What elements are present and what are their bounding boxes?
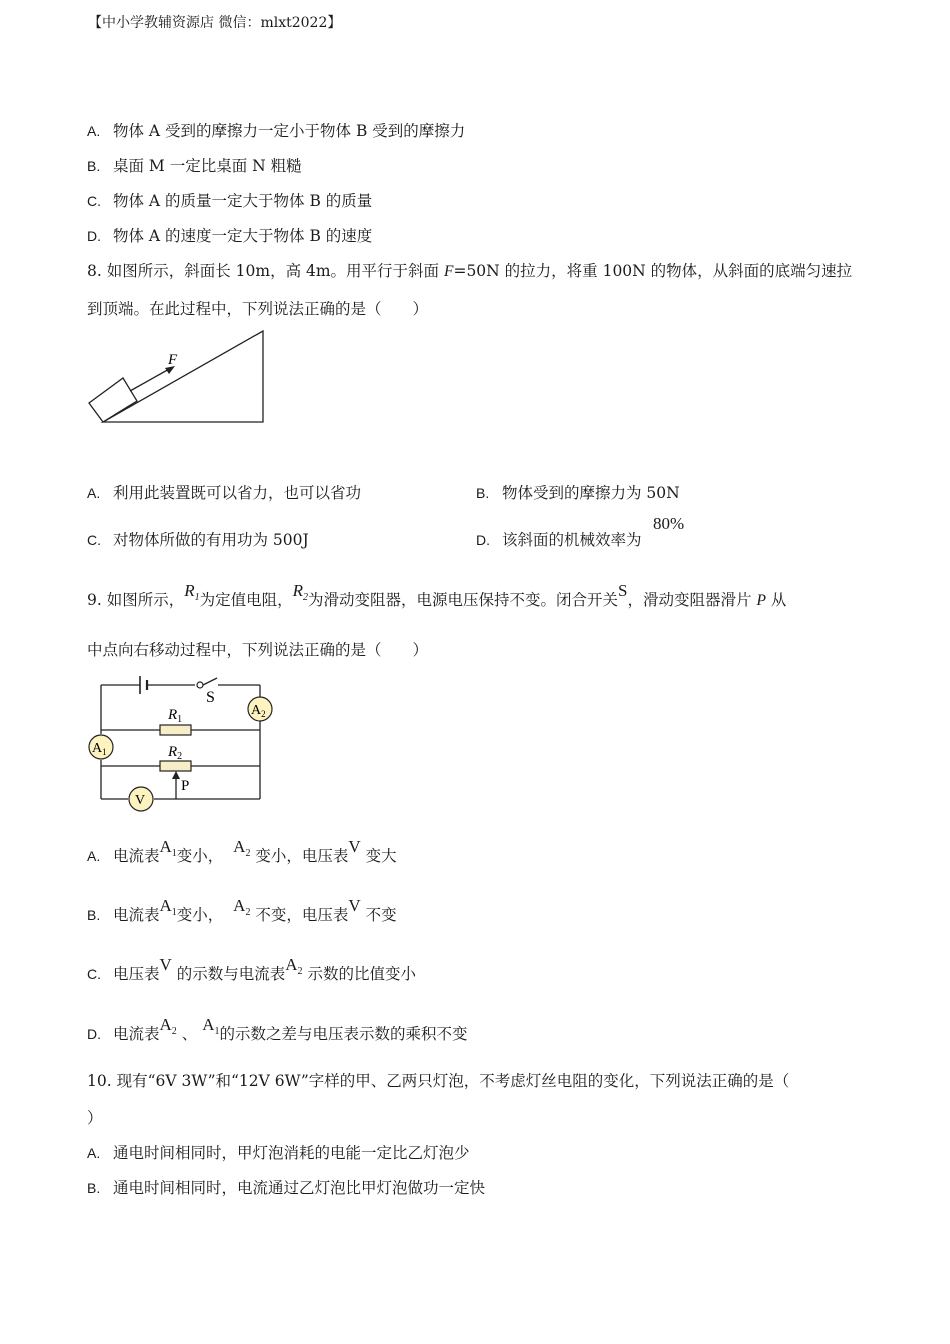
option-text: 的示数与电流表 <box>176 965 286 983</box>
q8-stem-line1 <box>87 259 852 281</box>
option-text: 变小， <box>176 847 224 865</box>
q8-option-d[interactable] <box>476 528 642 550</box>
page-header: 【中小学教辅资源店 微信：mlxt2022】 <box>88 15 342 31</box>
r1-label: $R_1$ <box>168 707 183 725</box>
r2-symbol: $R_2$ <box>292 581 309 603</box>
q9-option-a[interactable] <box>87 837 397 868</box>
slider-symbol: P <box>756 592 766 609</box>
option-label: A. <box>87 485 101 501</box>
q8-option-c[interactable] <box>87 528 309 550</box>
meter-symbol: $A_2$ <box>285 955 303 977</box>
q8-text-b: =50N 的拉力，将重 100N 的物体，从斜面的底端匀速拉 <box>453 262 853 280</box>
q10-stem-line2: ） <box>87 1109 103 1127</box>
q9-text: 从 <box>765 591 787 609</box>
option-text: 电流表 <box>113 906 160 924</box>
a1-label: $A_1$ <box>92 741 107 757</box>
q9-text: ，滑动变阻器滑片 <box>627 591 757 609</box>
q8-option-a[interactable] <box>87 481 361 503</box>
q9-text: 为滑动变阻器，电源电压保持不变。闭合开关 <box>308 591 619 609</box>
q9-text: 为定值电阻， <box>199 591 293 609</box>
block <box>89 378 137 422</box>
switch-contact <box>197 682 203 688</box>
option-label: C. <box>87 966 101 982</box>
option-text: 变小， <box>176 906 224 924</box>
q10-stem-line1: 10. 现有“6V 3W”和“12V 6W”字样的甲、乙两只灯泡，不考虑灯丝电阻的变化，下列说法正确的是（ <box>87 1072 790 1090</box>
a2-label: $A_2$ <box>251 703 266 719</box>
slider-label: P <box>181 778 190 794</box>
option-label: B. <box>87 158 101 174</box>
r2-resistor <box>160 761 191 771</box>
option-label: A. <box>87 1145 101 1161</box>
option-text: 通电时间相同时，电流通过乙灯泡比甲灯泡做功一定快 <box>113 1179 486 1197</box>
option-text: 该斜面的机械效率为 <box>502 531 642 549</box>
switch-label: S <box>206 689 215 706</box>
option-text: 物体 A 的速度一定大于物体 B 的速度 <box>113 227 373 245</box>
meter-symbol: $A_1$ <box>159 837 177 859</box>
efficiency-value: 80% <box>653 514 685 533</box>
q9-stem-line2: 中点向右移动过程中，下列说法正确的是（ ） <box>87 641 429 659</box>
option-text: 物体 A 的质量一定大于物体 B 的质量 <box>113 192 373 210</box>
q8-stem-line2: 到顶端。在此过程中，下列说法正确的是（ ） <box>87 300 429 318</box>
option-text: 电流表 <box>113 1025 160 1043</box>
circuit-figure <box>85 670 285 815</box>
q9-option-c[interactable] <box>87 955 416 986</box>
option-label: D. <box>476 532 490 548</box>
option-text: 利用此装置既可以省力，也可以省功 <box>113 484 362 502</box>
option-text: 物体 A 受到的摩擦力一定小于物体 B 受到的摩擦力 <box>113 122 466 140</box>
option-text: 电压表 <box>113 965 160 983</box>
meter-symbol: $A_2$ <box>233 837 251 859</box>
option-text: 电流表 <box>113 847 160 865</box>
option-text: 示数的比值变小 <box>307 965 416 983</box>
option-label: B. <box>476 485 490 501</box>
option-text: 通电时间相同时，甲灯泡消耗的电能一定比乙灯泡少 <box>113 1144 470 1162</box>
slider-arrow <box>172 771 180 779</box>
q10-option-b[interactable] <box>87 1176 485 1198</box>
q9-stem-line1 <box>87 581 787 612</box>
option-label: D. <box>87 228 101 244</box>
q9-text: 9. 如图所示， <box>87 591 185 609</box>
option-label: D. <box>87 1026 101 1042</box>
force-symbol: F <box>443 263 454 280</box>
q7-option-c[interactable] <box>87 189 372 211</box>
option-label: A. <box>87 848 101 864</box>
option-text: 物体受到的摩擦力为 50N <box>502 484 680 502</box>
option-text: 变大 <box>365 847 397 865</box>
q8-text-a: 8. 如图所示，斜面长 10m，高 4m。用平行于斜面 <box>87 262 444 280</box>
option-text: 变小，电压表 <box>255 847 349 865</box>
option-label: C. <box>87 193 101 209</box>
incline-figure <box>85 325 270 430</box>
option-text: 不变 <box>365 906 397 924</box>
v-label: V <box>135 793 146 808</box>
q9-option-d[interactable] <box>87 1015 468 1046</box>
r1-symbol: $R_1$ <box>184 581 200 603</box>
q7-option-a[interactable] <box>87 119 465 141</box>
meter-symbol: $A_1$ <box>202 1015 220 1037</box>
option-text: 对物体所做的有用功为 500J <box>113 531 309 549</box>
incline-triangle <box>103 331 263 422</box>
meter-symbol: V <box>159 955 172 974</box>
switch-symbol: S <box>618 581 628 600</box>
option-label: B. <box>87 907 101 923</box>
meter-symbol: $A_2$ <box>233 896 251 918</box>
q10-option-a[interactable] <box>87 1141 470 1163</box>
option-label: B. <box>87 1180 101 1196</box>
option-text: 桌面 M 一定比桌面 N 粗糙 <box>113 157 302 175</box>
r1-resistor <box>160 725 191 735</box>
meter-symbol: V <box>348 896 361 915</box>
option-text: 、 <box>181 1025 198 1043</box>
option-label: C. <box>87 532 101 548</box>
option-text: 的示数之差与电压表示数的乘积不变 <box>219 1025 468 1043</box>
q7-option-d[interactable] <box>87 224 372 246</box>
option-text: 不变，电压表 <box>255 906 349 924</box>
q9-option-b[interactable] <box>87 896 397 927</box>
force-label: F <box>168 352 178 368</box>
option-label: A. <box>87 123 101 139</box>
meter-symbol: $A_2$ <box>159 1015 177 1037</box>
r2-label: $R_2$ <box>168 744 183 762</box>
q7-option-b[interactable] <box>87 154 302 176</box>
meter-symbol: V <box>348 837 361 856</box>
q8-option-b[interactable] <box>476 481 680 503</box>
meter-symbol: $A_1$ <box>159 896 177 918</box>
